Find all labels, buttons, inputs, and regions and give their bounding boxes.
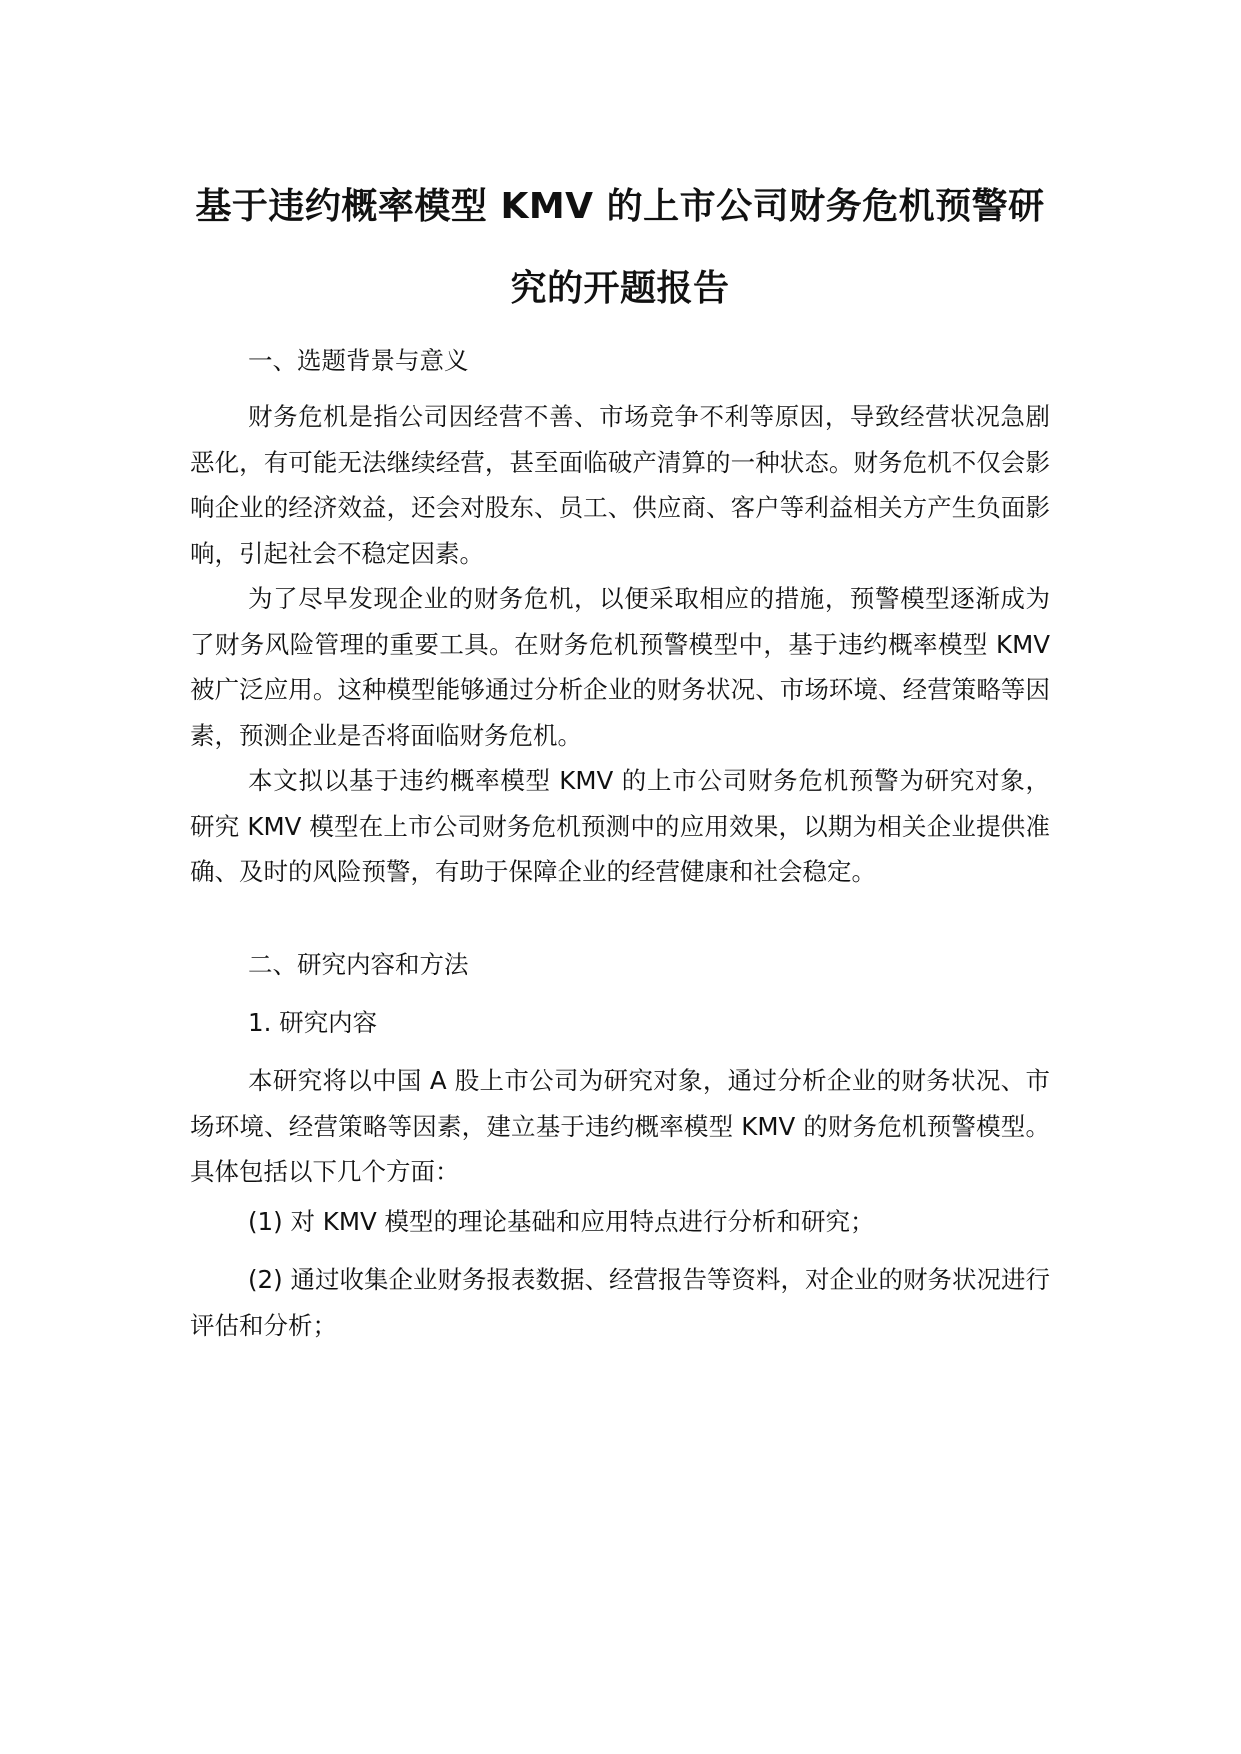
paragraph-block-2 [190, 576, 1050, 758]
list-item-1-block [190, 1199, 1050, 1245]
paragraph-block-3 [190, 758, 1050, 895]
body-paragraph: 财务危机是指公司因经营不善、市场竞争不利等原因，导致经营状况急剧恶化，有可能无法继续经营，甚至面临破产清算的一种状态。财务危机不仅会影响企业的经济效益，还会对股东、员工、供应商、客户等利益相关方产生负面影响，引起社会不稳定因素。 [190, 402, 1050, 568]
section2-heading-block [190, 942, 1050, 988]
list-item: (2) 通过收集企业财务报表数据、经营报告等资料，对企业的财务状况进行评估和分析； [190, 1265, 1050, 1340]
section1-heading-block [190, 338, 1050, 384]
body-paragraph: 为了尽早发现企业的财务危机，以便采取相应的措施，预警模型逐渐成为了财务风险管理的重要工具。在财务危机预警模型中，基于违约概率模型 KMV 被广泛应用。这种模型能够通过分析企业的财务状况、市场环境、经营策略等因素，预测企业是否将面临财务危机。 [190, 584, 1050, 750]
subsection1-heading-block [190, 1000, 1050, 1046]
list-item-2-block [190, 1257, 1050, 1348]
body-paragraph: 本文拟以基于违约概率模型 KMV 的上市公司财务危机预警为研究对象，研究 KMV 模型在上市公司财务危机预测中的应用效果，以期为相关企业提供准确、及时的风险预警，有助于保障企业的经营健康和社会稳定。 [190, 766, 1050, 886]
section-heading: 一、选题背景与意义 [248, 346, 469, 375]
section-heading: 二、研究内容和方法 [248, 950, 469, 979]
paragraph-block-4 [190, 1058, 1050, 1195]
document-title-line-1: 基于违约概率模型 KMV 的上市公司财务危机预警研 [195, 186, 1045, 227]
body-paragraph: 本研究将以中国 A 股上市公司为研究对象，通过分析企业的财务状况、市场环境、经营策略等因素，建立基于违约概率模型 KMV 的财务危机预警模型。具体包括以下几个方面： [190, 1066, 1050, 1186]
subsection-heading: 1. 研究内容 [248, 1008, 378, 1037]
document-title-line-2: 究的开题报告 [510, 268, 730, 309]
paragraph-block-1 [190, 394, 1050, 576]
list-item: (1) 对 KMV 模型的理论基础和应用特点进行分析和研究； [248, 1207, 875, 1236]
